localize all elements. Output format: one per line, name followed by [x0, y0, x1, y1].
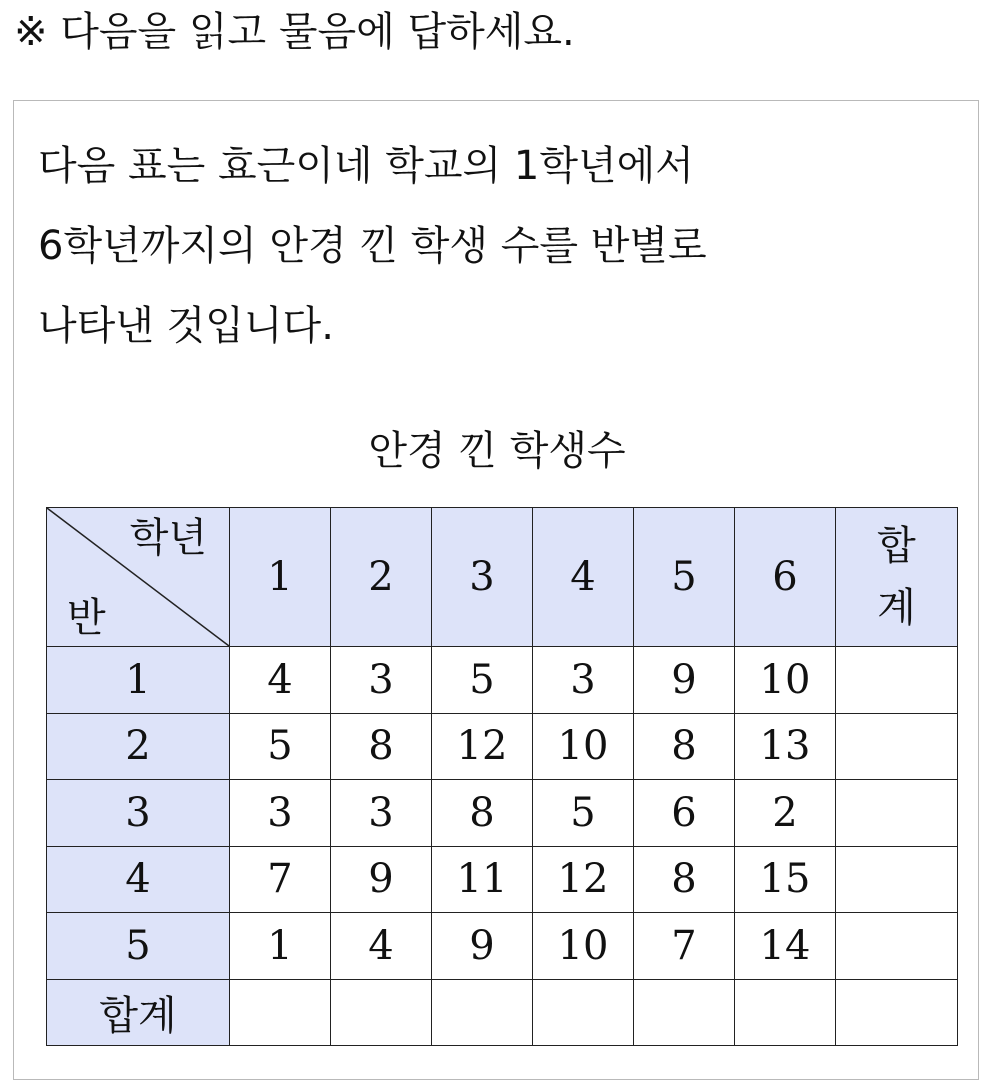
table-cell: 2	[735, 780, 836, 847]
column-total-cell[interactable]	[533, 979, 634, 1046]
table-cell: 3	[533, 647, 634, 714]
table-cell: 5	[533, 780, 634, 847]
table-cell: 9	[634, 647, 735, 714]
column-total-cell[interactable]	[634, 979, 735, 1046]
table-cell: 3	[230, 780, 331, 847]
table-row	[47, 846, 958, 913]
table-cell: 14	[735, 913, 836, 980]
row-total-cell[interactable]	[836, 913, 958, 980]
table-cell: 10	[533, 713, 634, 780]
passage-line: 6학년까지의 안경 낀 학생 수를 반별로	[38, 223, 707, 269]
table-cell: 12	[432, 713, 533, 780]
grand-total-cell[interactable]	[836, 979, 958, 1046]
row-header: 5	[47, 913, 230, 980]
corner-label-grade: 학년	[129, 515, 207, 561]
row-total-cell[interactable]	[836, 846, 958, 913]
row-header: 3	[47, 780, 230, 847]
row-header: 1	[47, 647, 230, 714]
row-total-cell[interactable]	[836, 647, 958, 714]
corner-header-cell	[47, 508, 230, 647]
passage-line: 다음 표는 효근이네 학교의 1학년에서	[38, 143, 694, 189]
row-total-cell[interactable]	[836, 713, 958, 780]
table-cell: 3	[331, 780, 432, 847]
total-column-header-bottom: 계	[877, 585, 916, 631]
row-total-cell[interactable]	[836, 780, 958, 847]
total-column-header-top: 합	[877, 523, 916, 569]
row-header: 2	[47, 713, 230, 780]
table-cell: 6	[634, 780, 735, 847]
table-header-row	[47, 508, 958, 647]
column-header: 4	[533, 508, 634, 647]
column-total-cell[interactable]	[230, 979, 331, 1046]
table-cell: 1	[230, 913, 331, 980]
table-cell: 4	[230, 647, 331, 714]
table-cell: 11	[432, 846, 533, 913]
passage-line: 나타낸 것입니다.	[38, 303, 334, 349]
passage	[38, 126, 958, 366]
column-header: 1	[230, 508, 331, 647]
glasses-table	[46, 507, 958, 1046]
total-column-header	[836, 508, 958, 647]
column-header: 5	[634, 508, 735, 647]
table-cell: 8	[634, 713, 735, 780]
table-cell: 8	[432, 780, 533, 847]
column-header: 2	[331, 508, 432, 647]
table-cell: 13	[735, 713, 836, 780]
corner-label-class: 반	[67, 595, 106, 641]
table-cell: 4	[331, 913, 432, 980]
column-total-cell[interactable]	[432, 979, 533, 1046]
table-cell: 7	[230, 846, 331, 913]
table-cell: 7	[634, 913, 735, 980]
table-row	[47, 647, 958, 714]
table-cell: 12	[533, 846, 634, 913]
column-header: 3	[432, 508, 533, 647]
table-row	[47, 913, 958, 980]
column-header: 6	[735, 508, 836, 647]
table-cell: 3	[331, 647, 432, 714]
table-cell: 15	[735, 846, 836, 913]
table-cell: 9	[432, 913, 533, 980]
table-cell: 10	[533, 913, 634, 980]
column-total-cell[interactable]	[331, 979, 432, 1046]
table-row	[47, 780, 958, 847]
problem-box	[13, 100, 979, 1080]
table-row	[47, 713, 958, 780]
instruction-text: ※ 다음을 읽고 물음에 답하세요.	[14, 9, 575, 55]
table-cell: 10	[735, 647, 836, 714]
table-cell: 9	[331, 846, 432, 913]
row-header: 4	[47, 846, 230, 913]
column-total-cell[interactable]	[735, 979, 836, 1046]
table-cell: 5	[230, 713, 331, 780]
table-cell: 8	[331, 713, 432, 780]
total-row-header: 합계	[47, 979, 230, 1046]
table-title: 안경 낀 학생수	[368, 428, 626, 474]
table-cell: 5	[432, 647, 533, 714]
table-cell: 8	[634, 846, 735, 913]
total-row	[47, 979, 958, 1046]
